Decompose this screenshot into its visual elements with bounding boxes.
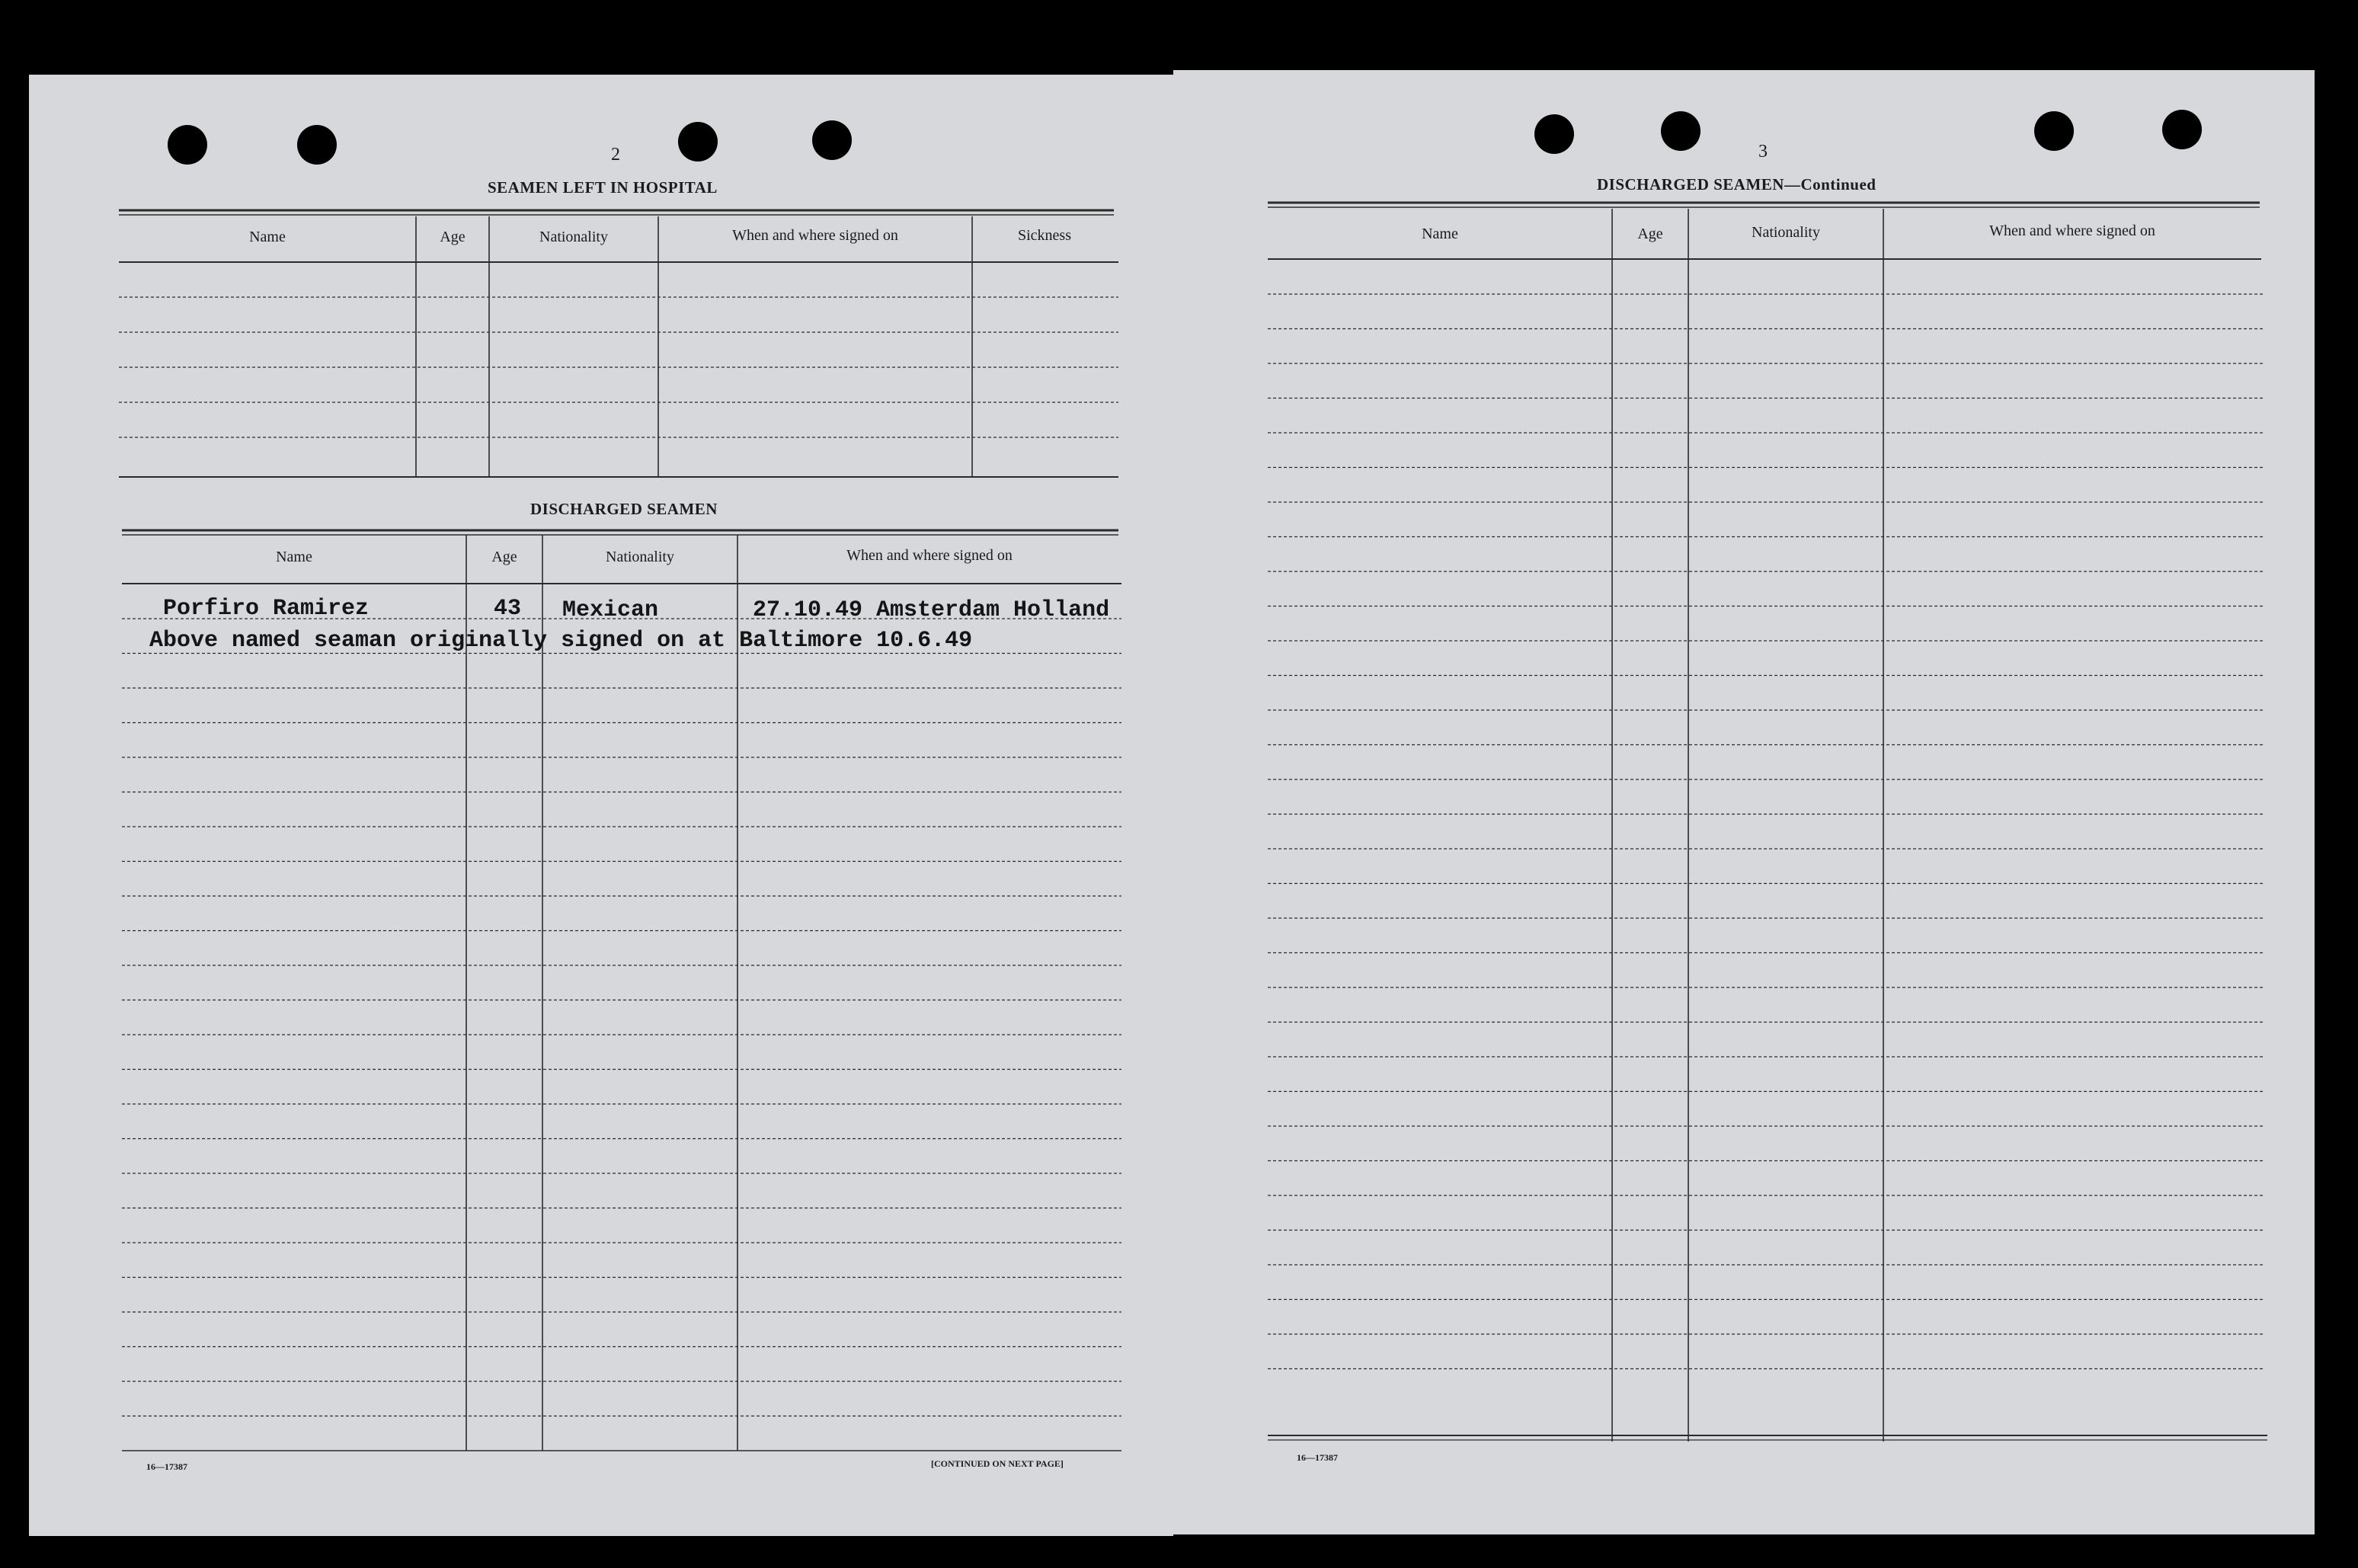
seaman-age: 43: [494, 596, 522, 622]
discharged-section-title: DISCHARGED SEAMEN: [530, 500, 718, 518]
right-section-title: [1597, 175, 1876, 194]
hospital-col-signed-on: When and where signed on: [732, 227, 898, 244]
hospital-col-sickness: Sickness: [1018, 227, 1071, 244]
hospital-col-name: Name: [249, 229, 286, 245]
seaman-nationality: Mexican: [562, 597, 659, 623]
page-number-right: 3: [1758, 142, 1768, 162]
seaman-note: Above named seaman originally signed on at Baltimore 10.6.49: [149, 628, 973, 654]
right-section-title-suffix: —Continued: [1784, 175, 1876, 194]
right-section-title-main: DISCHARGED SEAMEN: [1597, 175, 1784, 194]
hospital-col-nationality: Nationality: [539, 229, 608, 245]
seaman-signed-on: 27.10.49 Amsterdam Holland: [753, 597, 1110, 623]
right-col-nationality: Nationality: [1752, 224, 1820, 241]
discharged-col-nationality: Nationality: [606, 549, 674, 565]
discharged-col-age: Age: [491, 549, 517, 565]
page-number-left: 2: [611, 145, 620, 165]
right-col-age: Age: [1637, 226, 1663, 242]
right-col-name: Name: [1422, 226, 1458, 242]
form-number-right: 16—17387: [1297, 1452, 1338, 1463]
right-col-signed-on: When and where signed on: [1989, 222, 2155, 239]
form-number-left: 16—17387: [146, 1461, 187, 1472]
continued-note: [CONTINUED ON NEXT PAGE]: [931, 1458, 1064, 1469]
hospital-col-age: Age: [440, 229, 466, 245]
seaman-name: Porfiro Ramirez: [163, 596, 370, 622]
discharged-col-signed-on: When and where signed on: [846, 547, 1013, 564]
hospital-section-title: SEAMEN LEFT IN HOSPITAL: [488, 178, 718, 197]
discharged-col-name: Name: [276, 549, 312, 565]
